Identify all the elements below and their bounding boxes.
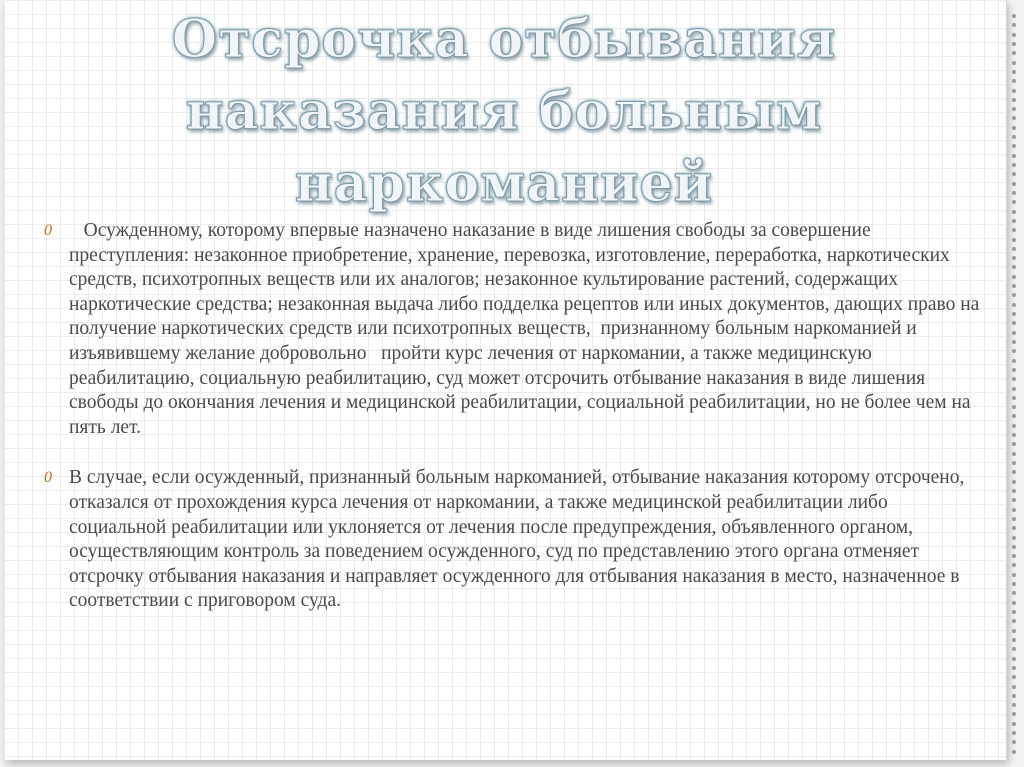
bullet-list xyxy=(44,219,984,640)
list-item xyxy=(44,219,984,440)
bullet-marker: 0 xyxy=(44,469,52,487)
paragraph-deferral-conditions: Осужденному, которому впервые назначено наказание в виде лишения свободы за совершение преступления: незаконное приобретение, хранение, перевозка, изготовление, переработка, наркотических средств, психотропных веществ или их аналогов; незаконное культирование растений, содержащих наркотические средства; незаконная выдача либо подделка рецептов или иных документов, дающих право на получение наркотических средств или психотропных веществ, признанному больным наркоманией и изъявившему желание добровольно пройти курс лечения от наркомании, а также медицинскую реабилитацию, социальную реабилитацию, суд может отсрочить отбывание наказания в виде лишения свободы до окончания лечения и медицинской реабилитации, социальной реабилитации, но не более чем на пять лет. xyxy=(69,220,985,438)
bullet-marker: 0 xyxy=(44,222,52,239)
list-item xyxy=(44,466,984,614)
slide-page xyxy=(4,0,1007,760)
slide-title: Отсрочка отбывания наказания больным наркоманией xyxy=(171,9,837,214)
paragraph-deferral-cancellation: В случае, если осужденный, признанный больным наркоманией, отбывание наказания которому отсрочено, отказался от прохождения курса лечения от наркомании, а также медицинской реабилитации либо социальной реабилитации или уклоняется от лечения после предупреждения, объявленного органом, осуществляющим контроль за поведением осужденного, суд по представлению этого органа отменяет отсрочку отбывания наказания и направляет осужденного для отбывания наказания в место, назначенное в соответствии с приговором суда. xyxy=(69,467,970,612)
notebook-spine xyxy=(1012,14,1016,754)
